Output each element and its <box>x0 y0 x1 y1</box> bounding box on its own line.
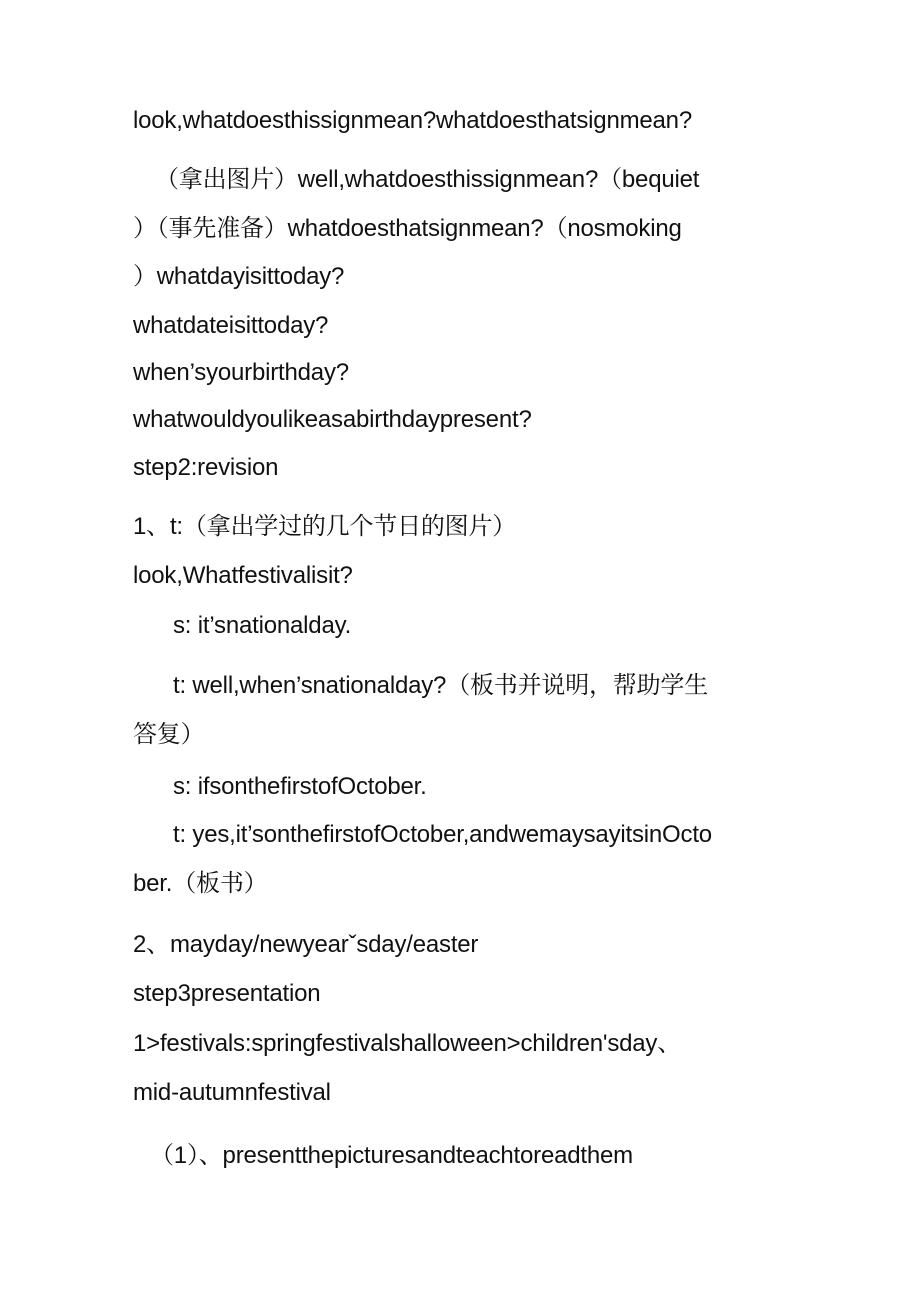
dialogue-line: s: ifsonthefirstofOctober. <box>173 773 427 800</box>
text-line: 2、mayday/newyearˇsday/easter <box>133 931 479 958</box>
section-heading: step3presentation <box>133 980 321 1007</box>
text-line: （拿出图片）well,whatdoesthissignmean?（bequiet <box>155 166 700 193</box>
text-line: 1>festivals:springfestivalshalloween>children'sday、 <box>133 1030 682 1057</box>
text-line: ber.（板书） <box>133 870 268 897</box>
text-line: when’syourbirthday? <box>133 359 349 386</box>
text-line: ）whatdayisittoday? <box>133 263 345 290</box>
text-line: look,whatdoesthissignmean?whatdoesthatsignmean? <box>133 107 692 134</box>
text-line: 答复） <box>133 721 205 748</box>
dialogue-line: t: well,when’snationalday?（板书并说明，帮助学生 <box>173 672 709 699</box>
dialogue-line: t: yes,it’sonthefirstofOctober,andwemaysayitsinOcto <box>173 821 712 848</box>
text-line: （1）、presentthepicturesandteachtoreadthem <box>150 1142 633 1169</box>
text-line: whatwouldyoulikeasabirthdaypresent? <box>133 406 532 433</box>
text-line: look,Whatfestivalisit? <box>133 562 353 589</box>
text-line: mid-autumnfestival <box>133 1079 331 1106</box>
text-line: whatdateisittoday? <box>133 312 329 339</box>
text-line: 1、t:（拿出学过的几个节日的图片） <box>133 513 517 540</box>
section-heading: step2:revision <box>133 454 279 481</box>
dialogue-line: s: it’snationalday. <box>173 612 352 639</box>
text-line: ）（事先准备）whatdoesthatsignmean?（nosmoking <box>133 215 682 242</box>
